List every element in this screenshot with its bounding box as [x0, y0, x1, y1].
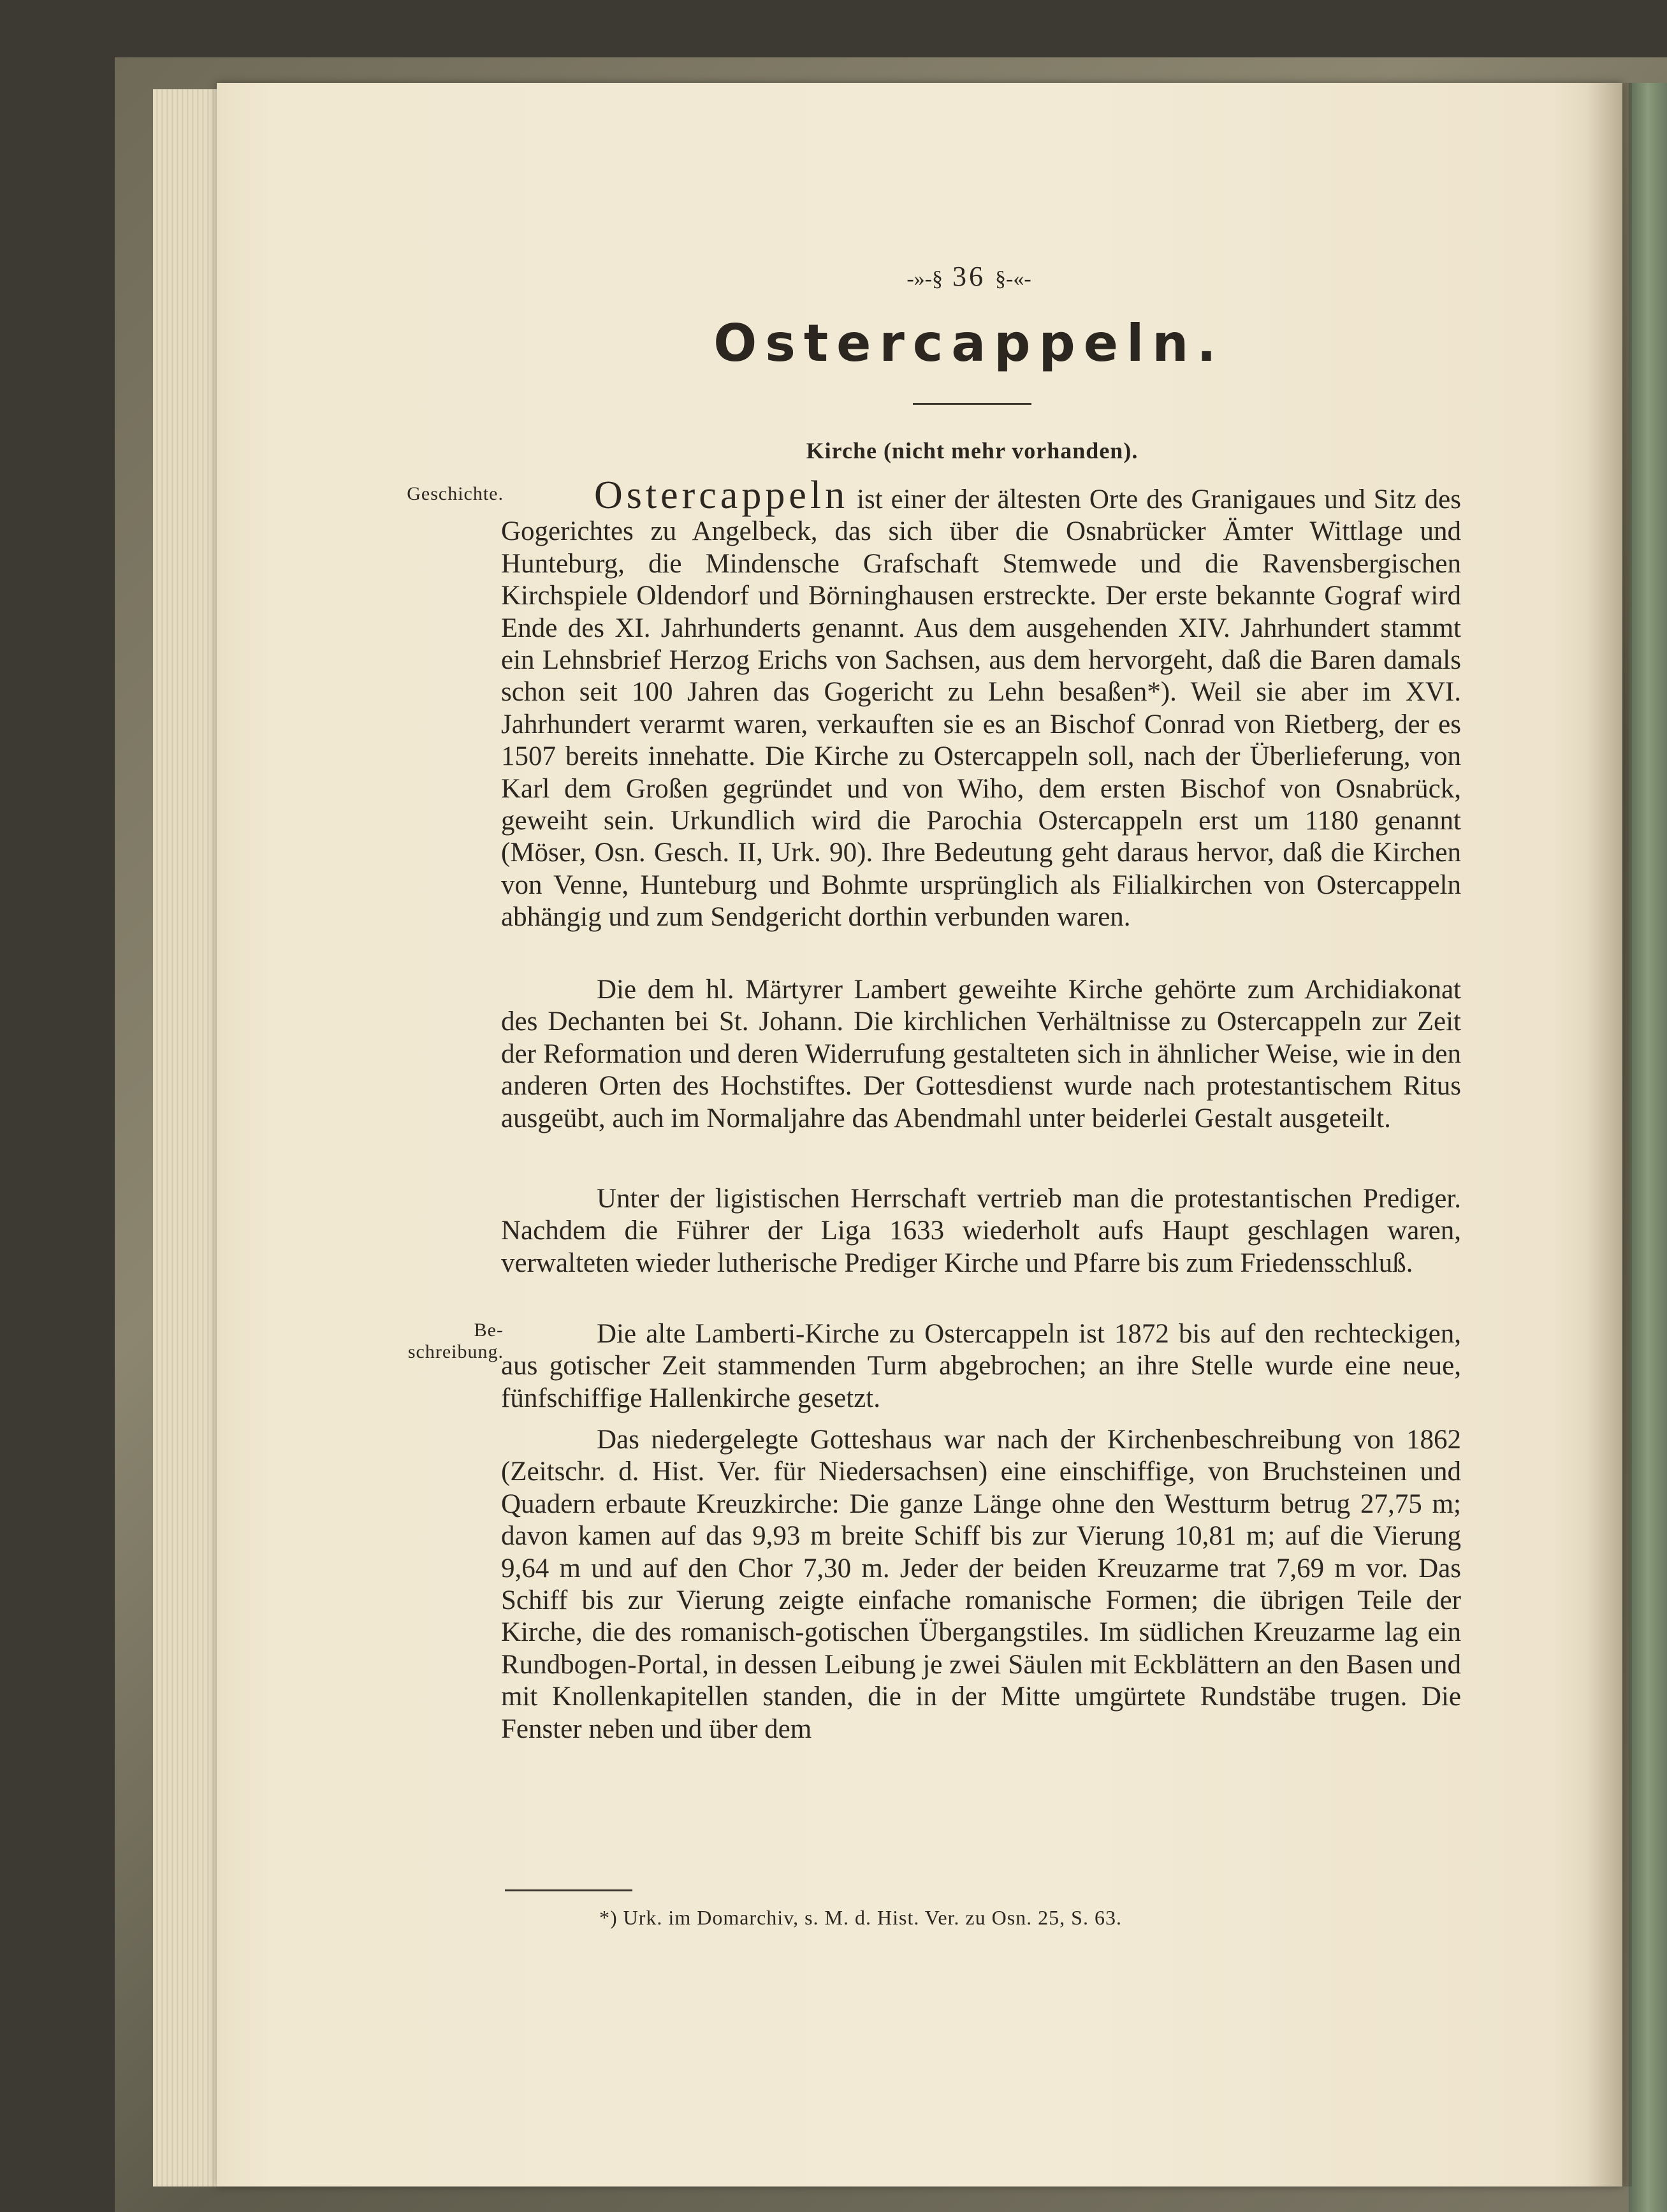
footnote: *) Urk. im Domarchiv, s. M. d. Hist. Ver. zu Osn. 25, S. 63.: [599, 1906, 1122, 1929]
body-paragraph-5: [501, 1424, 1461, 1745]
paragraph-1-text: ist einer der ältesten Orte des Granigaues und Sitz des Gogerichtes zu Angelbeck, das sich über die Osnabrücker Ämter Wittlage und Hunteburg, die Mindensche Grafschaft Stemwede und die Ravensbergischen Kirchspiele Oldendorf und Börninghausen erstreckte. Der erste bekannte Gograf wird Ende des XI. Jahrhunderts genannt. Aus dem ausgehenden XIV. Jahrhundert stammt ein Lehnsbrief Herzog Erichs von Sachsen, aus dem hervorgeht, daß die Baren damals schon seit 100 Jahren das Gogericht zu Lehn besaßen*). Weil sie aber im XVI. Jahrhundert verarmt waren, verkauften sie es an Bischof Conrad von Rietberg, der es 1507 bereits innehatte. Die Kirche zu Ostercappeln soll, nach der Überlieferung, von Karl dem Großen gegründet und von Wiho, dem ersten Bischof von Osnabrück, geweiht sein. Urkundlich wird die Parochia Ostercappeln erst um 1180 genannt (Möser, Osn. Gesch. II, Urk. 90). Ihre Bedeutung geht daraus hervor, daß die Kirchen von Venne, Hunteburg und Bohmte ursprünglich als Filialkirchen von Ostercappeln abhängig und zum Sendgericht dorthin verbunden waren.: [501, 484, 1461, 933]
ornament-right: §-«-: [995, 267, 1031, 291]
body-paragraph-4: [501, 1318, 1461, 1415]
margin-note-beschreibung-line2: schreibung.: [407, 1341, 504, 1362]
paragraph-2-text: Die dem hl. Märtyrer Lambert geweihte Kirche gehörte zum Archidiakonat des Dechanten bei St. Johann. Die kirchlichen Verhältnisse zu Ostercappeln zur Zeit der Reformation und deren Widerrufung gestalteten sich in ähnlicher Weise, wie in den anderen Orten des Hochstiftes. Der Gottesdienst wurde nach protestantischem Ritus ausgeübt, auch im Normaljahre das Abendmahl unter beiderlei Gestalt ausgeteilt.: [501, 975, 1461, 1133]
footnote-rule: [505, 1889, 632, 1891]
paragraph-3-text: Unter der ligistischen Herrschaft vertrieb man die protestantischen Prediger. Nachdem die Führer der Liga 1633 wiederholt aufs Haupt geschlagen waren, verwalteten wieder lutherische Prediger Kirche und Pfarre bis zum Friedensschluß.: [501, 1184, 1461, 1278]
gutter-shadow: [1587, 83, 1632, 2187]
body-paragraph-1: [501, 474, 1461, 934]
section-subtitle: Kirche (nicht mehr vorhanden).: [806, 438, 1139, 463]
margin-note-geschichte: Geschichte.: [407, 483, 504, 504]
book-cover-right-edge: [1629, 83, 1667, 2212]
paragraph-5-text: Das niedergelegte Gotteshaus war nach der Kirchenbeschreibung von 1862 (Zeitschr. d. Hist. Ver. für Niedersachsen) eine einschiffige, von Bruchsteinen und Quadern erbaute Kreuzkirche: Die ganze Länge ohne den Westturm betrug 27,75 m; davon kamen auf das 9,93 m breite Schiff bis zur Vierung 10,81 m; auf die Vierung 9,64 m und auf den Chor 7,30 m. Jeder der beiden Kreuzarme trat 7,69 m vor. Das Schiff bis zur Vierung zeigte einfache romanische Formen; die übrigen Teile der Kirche, die des romanisch-gotischen Übergangstiles. Im südlichen Kreuzarme lag ein Rundbogen-Portal, in dessen Leibung je zwei Säulen mit Eckblättern an den Basen und mit Knollenkapitellen standen, die in der Mitte umgürtete Rundstäbe trugen. Die Fenster neben und über dem: [501, 1425, 1461, 1744]
body-paragraph-2: [501, 974, 1461, 1135]
margin-note-beschreibung: [357, 1320, 504, 1363]
title-rule: [913, 403, 1031, 405]
page-title: Ostercappeln.: [713, 314, 1225, 373]
paragraph-4-text: Die alte Lamberti-Kirche zu Ostercappeln ist 1872 bis auf den rechteckigen, aus gotischer Zeit stammenden Turm abgebrochen; an ihre Stelle wurde eine neue, fünfschiffige Hallenkirche gesetzt.: [501, 1319, 1461, 1413]
ornament-left: -»-§: [906, 267, 943, 291]
body-paragraph-3: [501, 1183, 1461, 1279]
page-number: [841, 260, 1096, 293]
margin-note-beschreibung-line1: Be-: [474, 1320, 504, 1341]
page-number-value: 36: [952, 261, 986, 292]
paragraph-initial-word: Ostercappeln: [594, 474, 849, 517]
